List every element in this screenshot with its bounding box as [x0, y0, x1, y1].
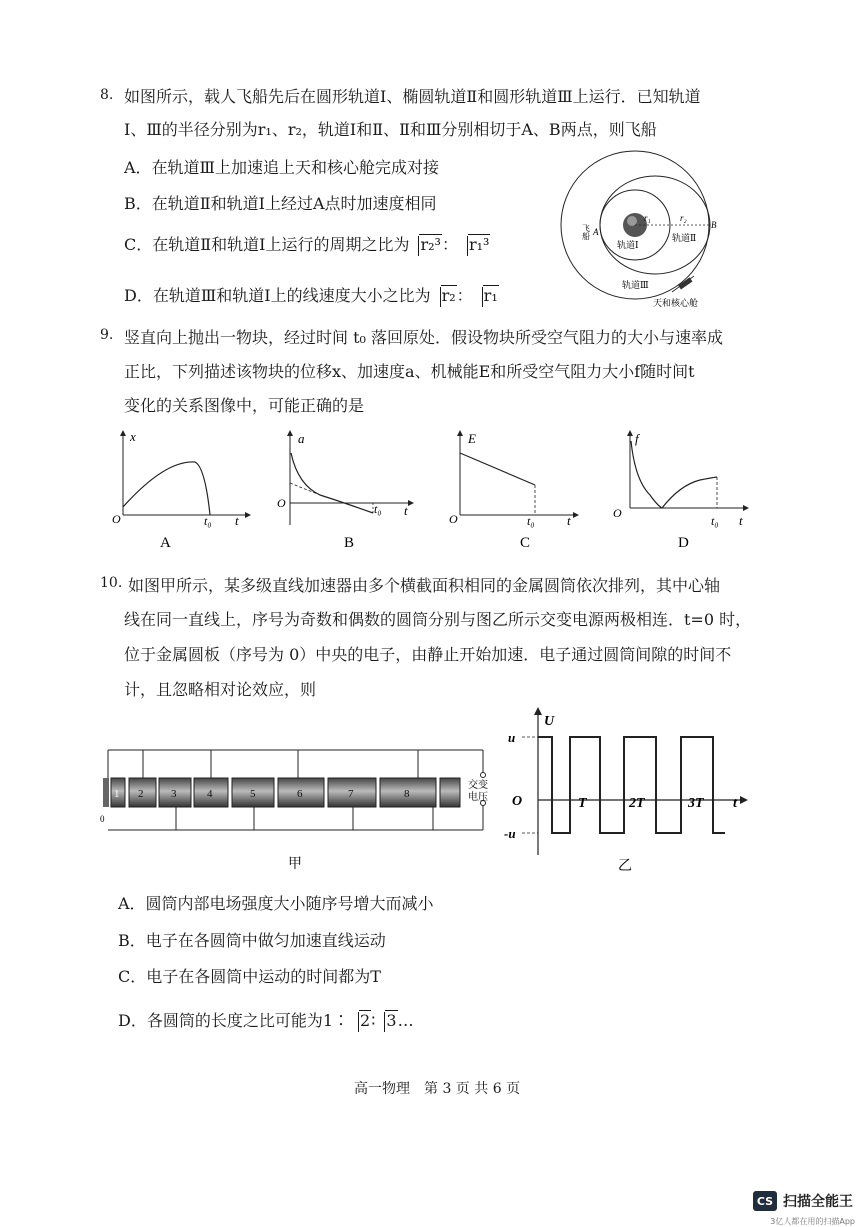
- tube-number: 1: [114, 788, 120, 800]
- q8-option-c-text: C．在轨道Ⅱ和轨道Ⅰ上运行的周期之比为: [124, 235, 410, 254]
- sqrt-2: 2: [349, 1010, 371, 1030]
- y-label: a: [298, 431, 305, 446]
- accelerator-figure: [98, 745, 498, 880]
- q10-line1: 如图甲所示，某多级直线加速器由多个横截面积相同的金属圆筒依次排列，其中心轴: [128, 576, 721, 595]
- origin-label: O: [449, 512, 458, 526]
- u-axis-label: U: [544, 714, 555, 729]
- q10-line3: 位于金属圆板（序号为 0）中央的电子，由静止开始加速．电子通过圆筒间隙的时间不: [124, 645, 732, 664]
- label-orbit1: 轨道Ⅰ: [617, 240, 639, 250]
- graph-b-label: B: [344, 535, 355, 551]
- t0-label: t₀: [374, 502, 382, 516]
- ellipsis: …: [397, 1011, 414, 1030]
- curve-a-t: [291, 453, 373, 513]
- neg-u-value-label: -u: [504, 826, 516, 841]
- y-label: x: [130, 429, 136, 444]
- x-label: t: [739, 513, 743, 528]
- q10-line2: 线在同一直线上，序号为奇数和偶数的圆筒分别与图乙所示交变电源两极相连．t=0 时，: [124, 610, 752, 629]
- tube-number: 7: [348, 788, 354, 800]
- q8-option-d-text: D．在轨道Ⅲ和轨道Ⅰ上的线速度大小之比为: [124, 286, 431, 305]
- label-B: B: [711, 220, 717, 230]
- tube-number: 8: [404, 788, 410, 800]
- tube-number: 2: [138, 788, 144, 800]
- graph-b: [270, 425, 420, 555]
- square-wave: [538, 737, 725, 833]
- cs-logo-icon: CS: [753, 1191, 777, 1211]
- label-station: 天和核心舱: [653, 298, 699, 308]
- x-axis-arrow-icon: [573, 512, 579, 518]
- x-axis-arrow-icon: [743, 505, 749, 511]
- dashed-guide: [290, 483, 320, 495]
- scanner-tagline: 3亿人都在用的扫描App: [770, 1217, 855, 1226]
- curve-x-t: [123, 462, 210, 515]
- tube-number: 3: [171, 788, 177, 800]
- plate-number: 0: [100, 814, 105, 824]
- tube-number: 5: [250, 788, 256, 800]
- figure-yi-caption: 乙: [618, 859, 632, 874]
- y-axis-arrow-icon: [287, 430, 293, 436]
- line-e-t: [460, 453, 535, 485]
- t0-label: t₀: [204, 514, 212, 528]
- graph-a: [110, 425, 255, 555]
- origin-label: O: [277, 496, 286, 510]
- q8-option-c: [124, 232, 490, 255]
- ratio-colon: ：: [441, 235, 458, 254]
- tube: [440, 778, 460, 807]
- ratio-colon: ：: [456, 286, 473, 305]
- q9-line1: 竖直向上抛出一物块，经过时间 t₀ 落回原处．假设物块所受空气阻力的大小与速率成: [124, 328, 724, 347]
- q8-option-b: B．在轨道Ⅱ和轨道Ⅰ上经过A点时加速度相同: [124, 194, 437, 213]
- label-orbit3: 轨道Ⅲ: [622, 280, 649, 290]
- q8-number: 8.: [100, 87, 114, 103]
- u-value-label: u: [508, 730, 516, 745]
- t-axis-arrow-icon: [740, 796, 748, 804]
- sqrt-r2: r₂: [431, 285, 457, 305]
- sqrt-3: 3: [375, 1010, 397, 1030]
- earth-highlight: [627, 216, 637, 226]
- q9-number: 9.: [100, 327, 114, 343]
- sqrt-r2-cubed: r₂³: [409, 234, 441, 254]
- orbit-figure: [560, 140, 730, 315]
- source-label: 电压: [468, 792, 488, 803]
- t0-label: t₀: [711, 514, 719, 528]
- tick-3T: 3T: [688, 796, 704, 811]
- y-label: E: [468, 431, 476, 446]
- tube-number: 4: [207, 788, 213, 800]
- sqrt-r1: r₁: [473, 285, 499, 305]
- source-label: 交变: [468, 780, 488, 791]
- q10-option-d: [118, 1008, 414, 1031]
- x-label: t: [404, 503, 408, 518]
- figure-jia-caption: 甲: [288, 857, 302, 872]
- q8-option-a: A．在轨道Ⅲ上加速追上天和核心舱完成对接: [124, 158, 439, 177]
- t-axis-label: t: [733, 796, 737, 811]
- y-axis-arrow-icon: [457, 430, 463, 436]
- label-r1: r₁: [644, 213, 651, 223]
- tick-2T: 2T: [629, 796, 645, 811]
- ratio-colon: ∶: [371, 1011, 376, 1030]
- q8-stem-line2: Ⅰ、Ⅲ的半径分别为r₁、r₂，轨道Ⅰ和Ⅱ、Ⅱ和Ⅲ分别相切于A、B两点，则飞船: [124, 120, 657, 139]
- q10-line4: 计，且忽略相对论效应，则: [124, 680, 317, 699]
- sqrt-r1-cubed: r₁³: [458, 234, 490, 254]
- graph-d: [605, 425, 755, 555]
- space-station-icon: [672, 276, 694, 292]
- label-r2: r₂: [680, 213, 687, 223]
- t0-label: t₀: [527, 514, 535, 528]
- x-axis-arrow-icon: [408, 500, 414, 506]
- q10-option-b: B．电子在各圆筒中做匀加速直线运动: [118, 931, 386, 950]
- graph-c: [445, 425, 590, 555]
- x-label: t: [567, 513, 571, 528]
- curve-f-t: [631, 441, 717, 508]
- origin-label: O: [112, 512, 121, 526]
- q10-option-a: A．圆筒内部电场强度大小随序号增大而减小: [118, 894, 434, 913]
- y-axis-arrow-icon: [120, 430, 126, 436]
- y-axis-arrow-icon: [627, 430, 633, 436]
- x-axis-arrow-icon: [245, 512, 251, 518]
- scanner-watermark: [753, 1191, 853, 1211]
- x-label: t: [235, 513, 239, 528]
- y-label: f: [635, 431, 639, 446]
- origin-label: O: [512, 794, 523, 809]
- graph-a-label: A: [160, 535, 171, 551]
- label-orbit2: 轨道Ⅱ: [672, 233, 697, 243]
- tube-number: 6: [297, 788, 303, 800]
- graph-c-label: C: [520, 535, 531, 551]
- terminal-icon: [481, 773, 486, 778]
- label-ship: 飞船: [581, 224, 591, 240]
- scanner-app-name: 扫描全能王: [783, 1194, 853, 1210]
- q9-line3: 变化的关系图像中，可能正确的是: [124, 396, 365, 415]
- q10-option-c: C．电子在各圆筒中运动的时间都为T: [118, 967, 381, 986]
- tick-T: T: [578, 796, 587, 811]
- u-axis-arrow-icon: [534, 707, 542, 715]
- page-footer: 高一物理 第 3 页 共 6 页: [354, 1081, 521, 1097]
- q8-option-d: [124, 283, 499, 306]
- graph-d-label: D: [678, 535, 689, 551]
- q9-line2: 正比，下列描述该物块的位移x、加速度a、机械能E和所受空气阻力大小f随时间t: [124, 362, 695, 381]
- q10-option-d-text: D．各圆筒的长度之比可能为1∶: [118, 1011, 350, 1030]
- origin-label: O: [613, 506, 622, 520]
- label-A: A: [593, 227, 599, 237]
- metal-plate: [103, 778, 109, 807]
- q8-stem-line1: 如图所示，载人飞船先后在圆形轨道Ⅰ、椭圆轨道Ⅱ和圆形轨道Ⅲ上运行．已知轨道: [124, 87, 701, 106]
- q10-number: 10.: [100, 575, 123, 591]
- square-wave-figure: [500, 705, 760, 880]
